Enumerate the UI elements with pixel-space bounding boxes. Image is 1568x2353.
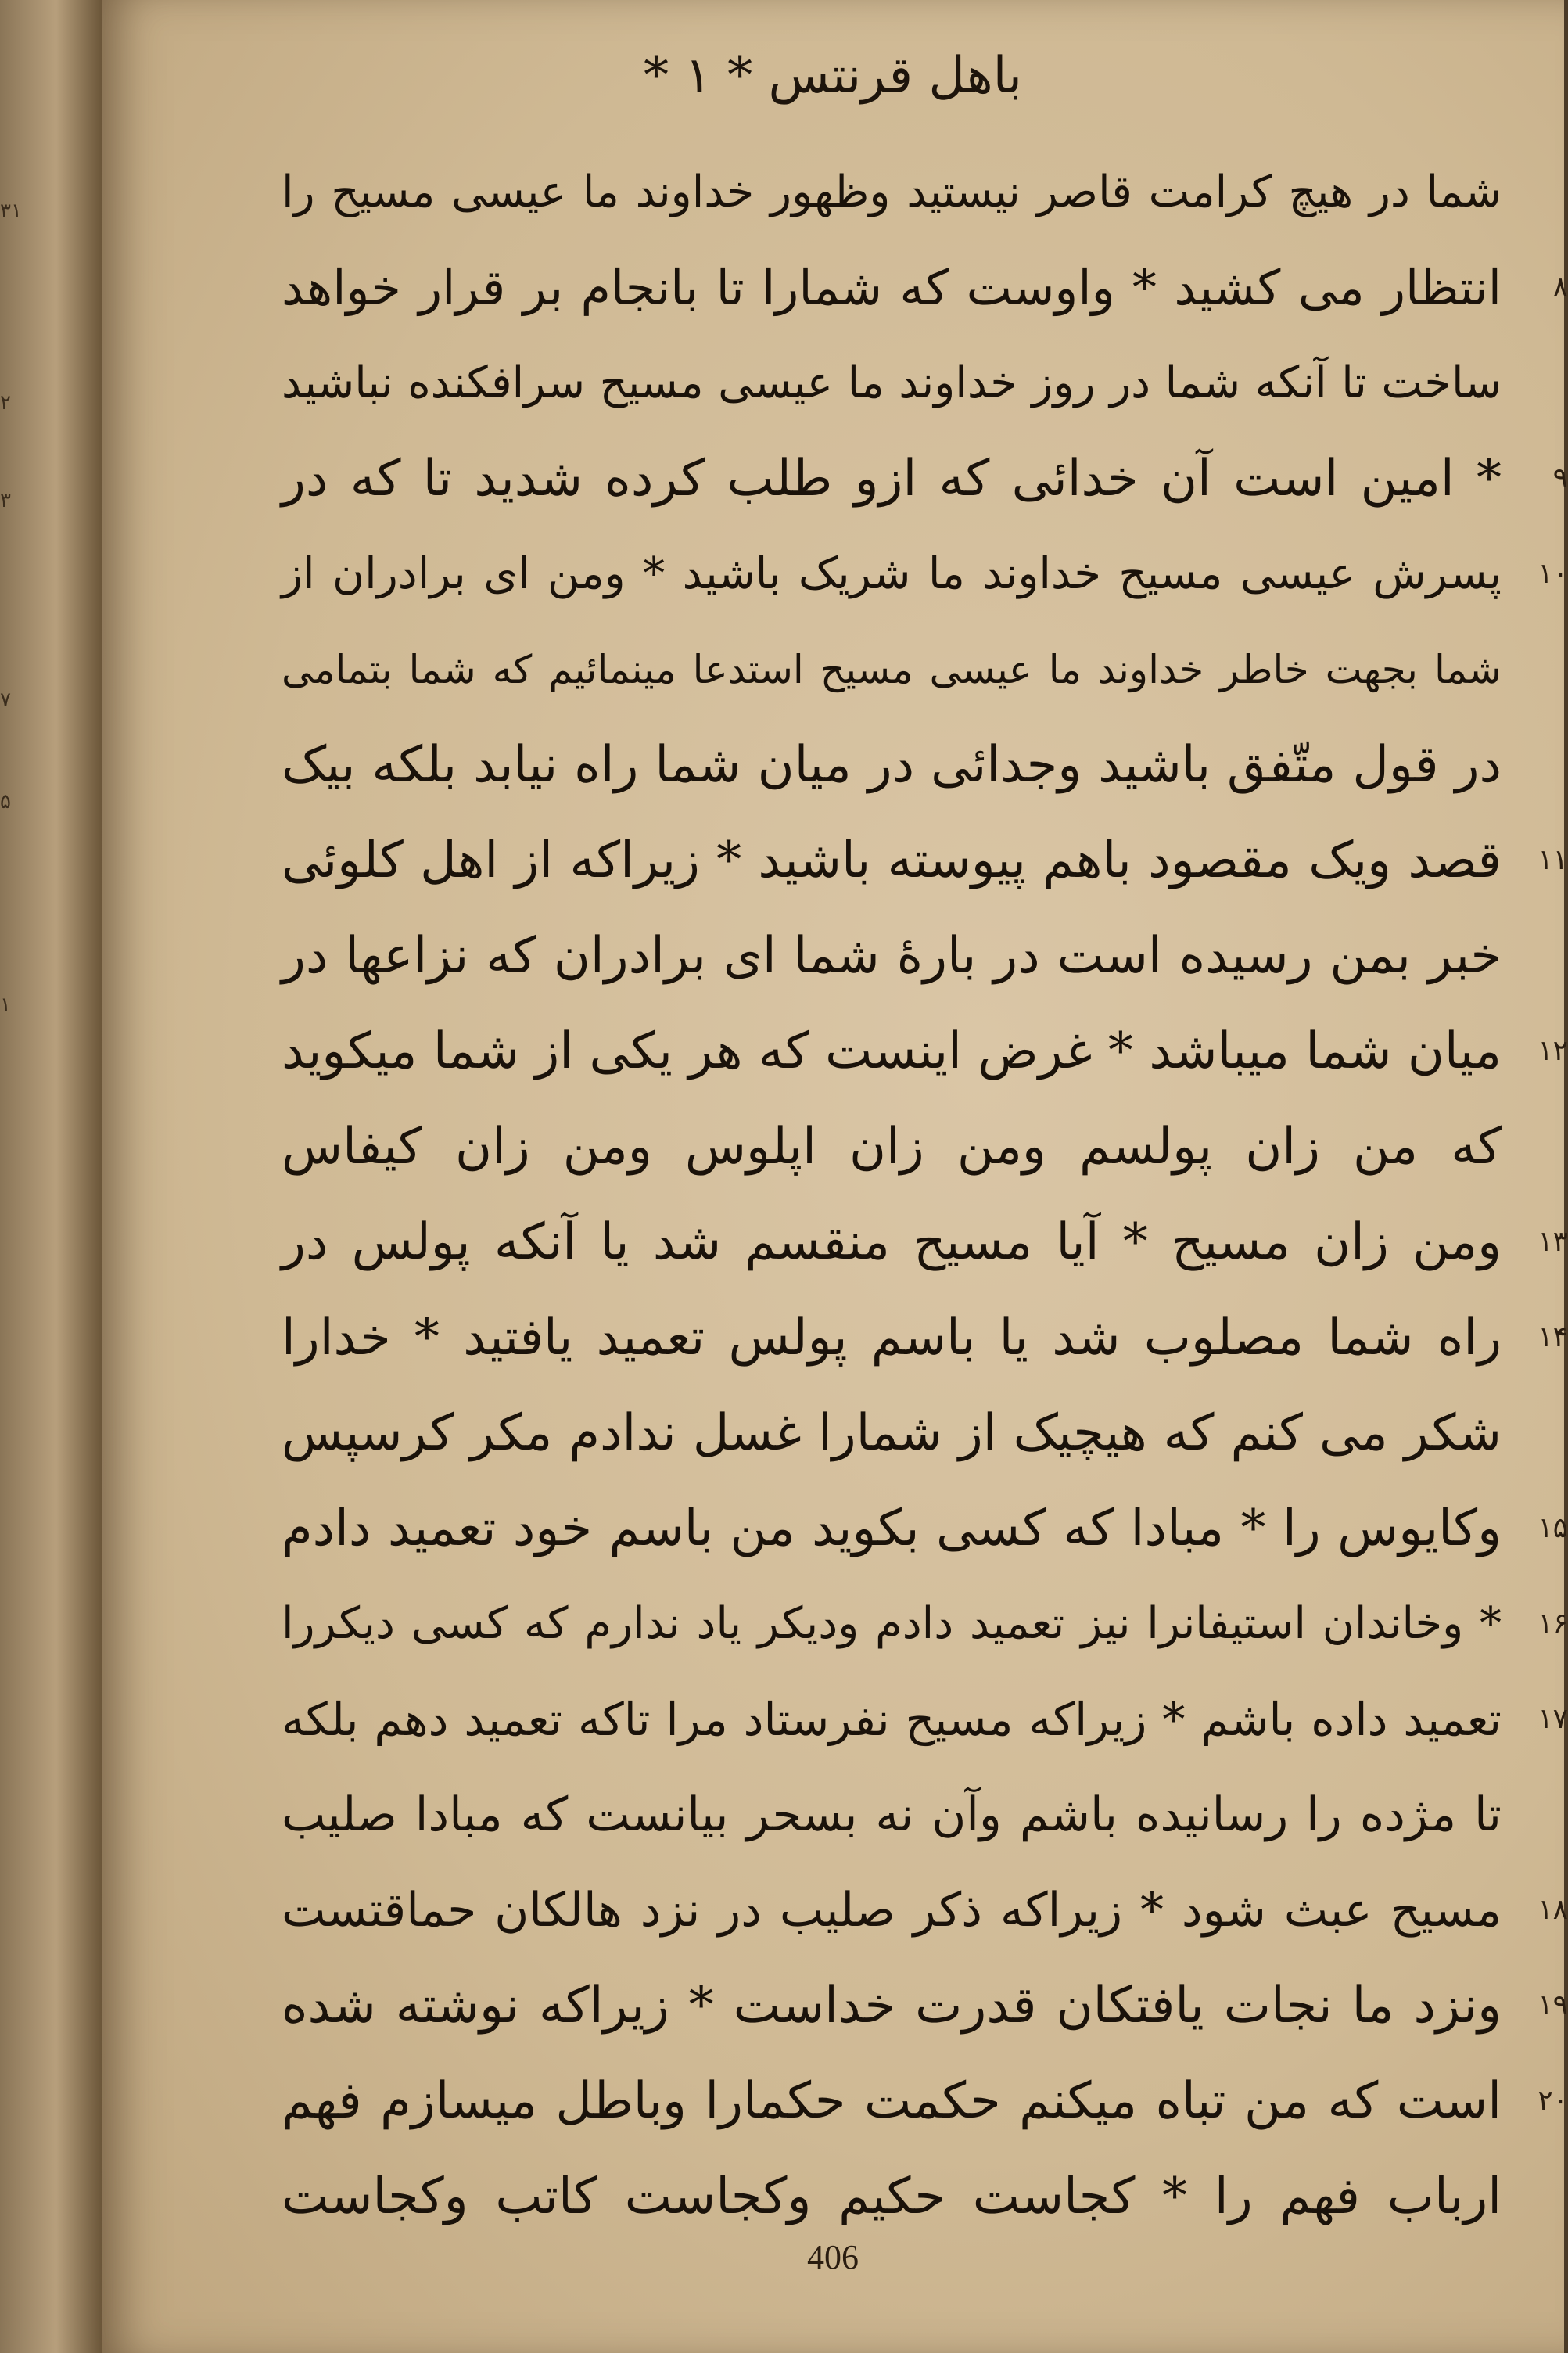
line-text: تا مژده را رسانیده باشم وآن نه بسحر بیانست که مبادا صلیب	[282, 1787, 1502, 1842]
line-text: وکایوس را * مبادا که کسی بکوید من باسم خود تعمید دادم	[282, 1500, 1502, 1557]
verse-number: ۱۸	[1538, 1894, 1568, 1926]
line-text: ونزد ما نجات یافتکان قدرت خداست * زیراکه نوشته شده	[282, 1977, 1502, 2035]
text-line	[282, 813, 1568, 908]
text-line	[282, 1767, 1502, 1863]
line-text: * امین است آن خدائی که ازو طلب کرده شدید تا که در	[282, 450, 1502, 508]
line-text: انتظار می کشید * واوست که شمارا تا بانجام بر قرار خواهد	[282, 259, 1502, 316]
text-line	[282, 1958, 1568, 2053]
text-line	[282, 717, 1502, 813]
gutter-mark: ۵	[0, 790, 11, 814]
text-line	[282, 908, 1502, 1004]
gutter-mark: ۳۱	[0, 199, 22, 223]
text-line	[282, 1099, 1502, 1194]
verse-number: ۱۵	[1538, 1512, 1568, 1544]
text-line	[282, 526, 1568, 622]
verse-number: ۱۴	[1538, 1321, 1568, 1353]
verse-number: ۱۳	[1538, 1226, 1568, 1258]
text-line	[282, 1004, 1568, 1099]
line-text: تعمید داده باشم * زیراکه مسیح نفرستاد مرا تاکه تعمید دهم بلکه	[282, 1693, 1502, 1746]
line-text: میان شما میباشد * غرض اینست که هر یکی از شما میکوید	[282, 1022, 1502, 1080]
line-text: که من زان پولسم ومن زان اپلوس ومن زان کیفاس	[282, 1118, 1502, 1176]
text-line	[282, 2149, 1502, 2244]
line-text: است که من تباه میکنم حکمت حکمارا وباطل میسازم فهم	[282, 2072, 1502, 2130]
verse-number: ۱۹	[1538, 1989, 1568, 2021]
line-text: مسیح عبث شود * زیراکه ذکر صلیب در نزد هالکان حماقتست	[282, 1883, 1502, 1938]
page-title: باهل قرنتس * ۱ *	[644, 47, 1022, 105]
verse-number: ۸	[1552, 271, 1568, 304]
verse-number: ۹	[1552, 462, 1568, 494]
line-text: * وخاندان استیفانرا نیز تعمید دادم ودیکر یاد ندارم که کسی دیکررا	[282, 1598, 1502, 1649]
line-text: ارباب فهم را * کجاست حکیم وکجاست کاتب وکجاست	[282, 2168, 1502, 2225]
line-text: شکر می کنم که هیچیک از شمارا غسل ندادم مکر کرسپس	[282, 1404, 1502, 1462]
verse-number: ۱۱	[1538, 844, 1568, 876]
verse-number: ۱۷	[1538, 1703, 1568, 1735]
line-text: ساخت تا آنکه شما در روز خداوند ما عیسی مسیح سرافکنده نباشید	[282, 357, 1502, 408]
line-text: پسرش عیسی مسیح خداوند ما شریک باشید * ومن ای برادران از	[282, 548, 1502, 599]
text-line	[282, 240, 1568, 336]
gutter-mark: ۷	[0, 688, 11, 712]
text-line	[282, 336, 1502, 431]
line-text: شما در هیچ کرامت قاصر نیستید وظهور خداوند ما عیسی مسیح را	[282, 167, 1502, 217]
text-line	[282, 1481, 1568, 1576]
text-line	[282, 1290, 1568, 1385]
book-page	[102, 0, 1568, 2353]
text-line	[282, 1672, 1568, 1767]
text-line	[282, 622, 1502, 717]
text-line	[282, 1576, 1568, 1672]
line-text: در قول متّفق باشید وجدائی در میان شما راه نیابد بلکه بیک	[282, 736, 1502, 794]
text-line	[282, 2053, 1568, 2149]
text-line	[282, 431, 1568, 526]
text-line	[282, 1194, 1568, 1290]
verse-number: ۱۲	[1538, 1035, 1568, 1067]
line-text: قصد ویک مقصود باهم پیوسته باشید * زیراکه از اهل کلوئی	[282, 832, 1502, 889]
text-line	[282, 1385, 1502, 1481]
verse-number: ۲۰	[1538, 2085, 1568, 2117]
text-line	[282, 145, 1502, 240]
binding-gutter	[0, 0, 102, 2353]
verse-number: ۱۰	[1538, 558, 1568, 590]
gutter-mark: ۲	[0, 391, 11, 415]
gutter-mark: ۳	[0, 489, 11, 512]
line-text: خبر بمن رسیده است در بارهٔ شما ای برادران که نزاعها در	[282, 927, 1502, 985]
line-text: راه شما مصلوب شد یا باسم پولس تعمید یافتید * خدارا	[282, 1309, 1502, 1367]
verse-number: ۱۶	[1538, 1608, 1568, 1640]
line-text: ومن زان مسیح * آیا مسیح منقسم شد یا آنکه پولس در	[282, 1213, 1502, 1271]
text-line	[282, 1863, 1568, 1958]
page-number: 406	[807, 2238, 859, 2276]
verse-text-block	[282, 145, 1568, 2244]
gutter-mark: ۱	[0, 993, 11, 1017]
line-text: شما بجهت خاطر خداوند ما عیسی مسیح استدعا مینمائیم که شما بتمامی	[282, 647, 1502, 692]
